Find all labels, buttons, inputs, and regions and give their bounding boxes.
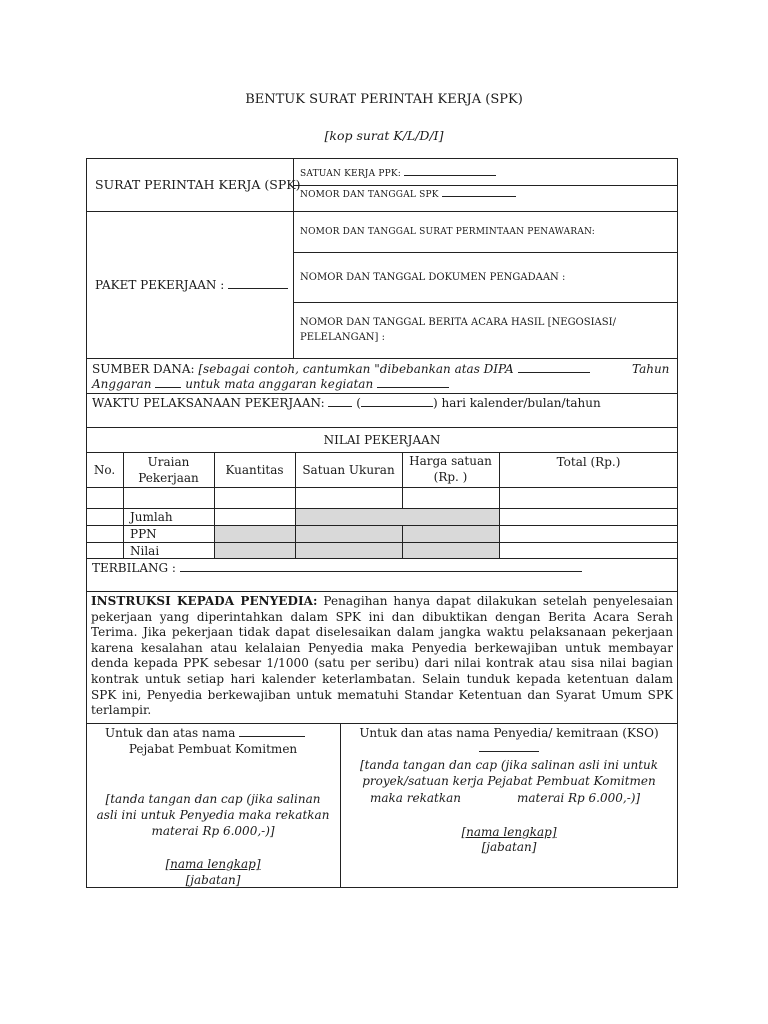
shade-ppn-kuantitas — [215, 526, 295, 542]
instruksi-text: Penagihan hanya dapat dilakukan setelah penyelesaian pekerjaan yang diperintahkan dalam SPK ini dan dibuktikan dengan Berita Acara Serah Terima. Jika pekerjaan tidak dapat diselesaikan dalam jangka waktu pelaksanaan pekerjaan karena kesalahan atau kelalaian Penyedia maka Penyedia berkewajiban untuk membayar denda kepada PPK sebesar 1/1000 (satu per seribu) dari nilai kontrak atau sisa nilai bagian kontrak untuk setiap hari kalender keterlambatan. Selain tunduk kepada ketentuan dalam SPK ini, Penyedia berkewajiban untuk mematuhi Standar Ketentuan dan Syarat Umum SPK terlampir. — [91, 594, 673, 718]
paket-pekerjaan-blank — [228, 279, 288, 289]
anggaran-blank — [155, 378, 181, 388]
row-label-nilai: Nilai — [130, 544, 160, 558]
ttd-kanan-note-1: [tanda tangan dan cap (jika salinan asli ini untuk — [359, 758, 659, 772]
waktu-pelaksanaan-field[interactable] — [92, 396, 601, 410]
sumber-dana-line-2 — [92, 377, 449, 391]
waktu-unit: ) hari kalender/bulan/tahun — [432, 396, 601, 410]
rule-row-nilai — [86, 558, 678, 559]
anggaran-label: Anggaran — [92, 377, 152, 391]
dokumen-pengadaan-label: NOMOR DAN TANGGAL DOKUMEN PENGADAAN : — [300, 272, 566, 283]
col-header-satuan: Satuan Ukuran — [302, 463, 395, 477]
terbilang-field[interactable] — [92, 561, 582, 575]
col-header-harga-2: (Rp. ) — [433, 470, 468, 484]
waktu-label: WAKTU PELAKSANAAN PEKERJAAN: — [92, 396, 325, 410]
shade-nilai-satuan — [296, 543, 402, 558]
ttd-kanan-note-2: proyek/satuan kerja Pejabat Pembuat Komitmen — [362, 774, 656, 788]
waktu-blank-1 — [328, 397, 352, 407]
rule-instruksi — [86, 723, 678, 724]
satuan-kerja-field[interactable] — [300, 166, 496, 181]
rule-satker — [293, 185, 678, 186]
ttd-kanan-note-3b: materai Rp 6.000,-)] — [517, 791, 641, 805]
col-header-total: Total (Rp.) — [556, 455, 621, 469]
document-title: BENTUK SURAT PERINTAH KERJA (SPK) — [245, 92, 523, 107]
terbilang-label: TERBILANG : — [92, 561, 176, 575]
rule-terbilang — [86, 591, 678, 592]
nomor-tanggal-spk-label: NOMOR DAN TANGGAL SPK — [300, 190, 439, 200]
col-header-no: No. — [93, 463, 116, 477]
col-header-uraian-1: Uraian — [147, 455, 190, 469]
shade-ppn-satuan — [296, 526, 402, 542]
ttd-kiri-atas-nama: Untuk dan atas nama — [105, 726, 236, 740]
kop-surat: [kop surat K/L/D/I] — [324, 128, 444, 143]
satuan-kerja-blank — [404, 166, 496, 176]
nilai-pekerjaan-heading: NILAI PEKERJAAN — [323, 433, 441, 447]
rule-sumber-dana — [86, 393, 678, 394]
permintaan-penawaran-label: NOMOR DAN TANGGAL SURAT PERMINTAAN PENAWARAN: — [300, 227, 596, 237]
row-label-jumlah: Jumlah — [130, 510, 173, 524]
rule-table-header — [86, 487, 678, 488]
ttd-kiri-line-1 — [105, 726, 305, 740]
sumber-dana-line-1 — [92, 362, 590, 376]
sumber-dana-text-1: [sebagai contoh, cantumkan "dibebankan atas DIPA — [198, 362, 514, 376]
rule-waktu — [86, 427, 678, 428]
row-label-ppn: PPN — [130, 527, 157, 541]
rule-header-bottom — [86, 211, 678, 212]
paket-pekerjaan-field[interactable] — [95, 278, 288, 292]
ttd-kanan-nama: [nama lengkap] — [461, 825, 557, 839]
shade-jumlah — [296, 509, 499, 525]
waktu-open-paren: ( — [356, 396, 361, 410]
col-header-kuantitas: Kuantitas — [225, 463, 284, 477]
paket-pekerjaan-label: PAKET PEKERJAAN : — [95, 278, 225, 292]
rule-paket-bottom — [86, 358, 678, 359]
ttd-kanan-line-1: Untuk dan atas nama Penyedia/ kemitraan (KSO) — [359, 726, 659, 740]
berita-acara-label-2: PELELANGAN] : — [300, 332, 385, 343]
nomor-tanggal-spk-field[interactable] — [300, 187, 516, 202]
shade-ppn-harga — [403, 526, 499, 542]
ttd-kiri-blank — [239, 727, 305, 737]
ttd-kiri-note-3: materai Rp 6.000,-)] — [151, 824, 275, 838]
ttd-kanan-blank — [479, 742, 539, 752]
satuan-kerja-label: SATUAN KERJA PPK: — [300, 169, 402, 179]
rule-nilai-heading — [86, 452, 678, 453]
col-header-uraian-2: Pekerjaan — [138, 471, 199, 485]
ttd-kiri-pejabat: Pejabat Pembuat Komitmen — [128, 742, 298, 756]
ttd-kanan-blank-line — [340, 741, 678, 755]
sumber-dana-tahun: Tahun — [632, 362, 670, 376]
shade-nilai-kuantitas — [215, 543, 295, 558]
ttd-kiri-jabatan: [jabatan] — [185, 873, 241, 887]
mata-anggaran-label: untuk mata anggaran kegiatan — [185, 377, 374, 391]
berita-acara-label-1: NOMOR DAN TANGGAL BERITA ACARA HASIL [NEGOSIASI/ — [300, 317, 616, 328]
ttd-kanan-jabatan: [jabatan] — [481, 840, 537, 854]
ttd-kanan-note-3a: maka rekatkan — [370, 791, 462, 805]
rule-permintaan — [293, 252, 678, 253]
nomor-tanggal-spk-blank — [442, 187, 516, 197]
instruksi-paragraph — [91, 594, 673, 719]
col-header-harga-1: Harga satuan — [409, 454, 492, 468]
waktu-blank-2 — [361, 397, 433, 407]
spk-box-title: SURAT PERINTAH KERJA (SPK) — [95, 177, 301, 192]
shade-nilai-harga — [403, 543, 499, 558]
sumber-dana-label: SUMBER DANA: — [92, 362, 195, 376]
terbilang-blank — [180, 562, 582, 572]
mata-anggaran-blank — [377, 378, 449, 388]
rule-dokumen — [293, 302, 678, 303]
ttd-kiri-note-2: asli ini untuk Penyedia maka rekatkan — [96, 808, 330, 822]
ttd-kiri-nama: [nama lengkap] — [165, 857, 261, 871]
dipa-blank — [518, 363, 590, 373]
instruksi-label: INSTRUKSI KEPADA PENYEDIA: — [91, 594, 318, 608]
ttd-kiri-note-1: [tanda tangan dan cap (jika salinan — [105, 792, 321, 806]
